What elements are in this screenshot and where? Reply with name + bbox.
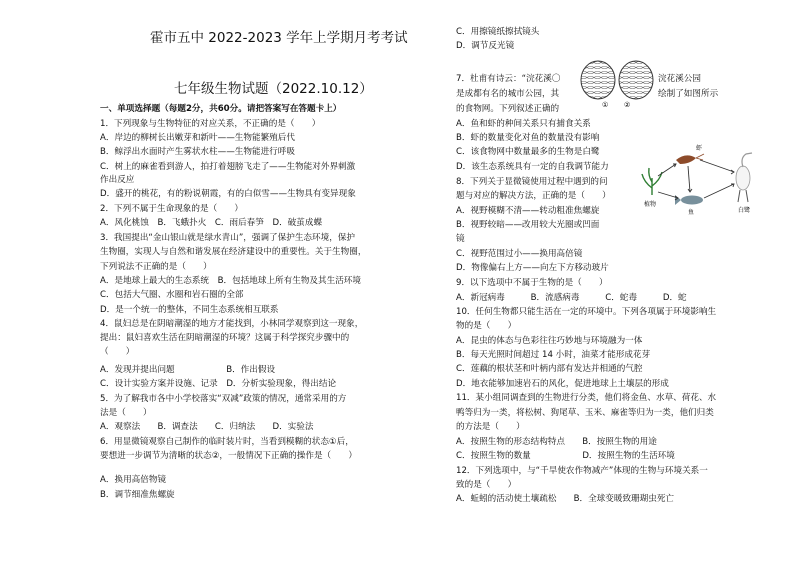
right-line-11: A．视野模糊不清——转动粗准焦螺旋 <box>456 206 600 216</box>
left-line-16: 提出：鼠妇喜欢生活在阴暗潮湿的环境？这属于科学探究步骤中的 <box>100 333 350 343</box>
exam-title: 霍市五中 2022-2023 学年上学期月考考试 <box>150 30 408 46</box>
left-line-10: 生物圈，实现人与自然和谐发展在经济建设中的重要性。关于生物圈， <box>100 247 367 257</box>
right-line-27: A．按照生物的形态结构特点 B．按照生物的用途 <box>456 437 657 447</box>
left-line-12: A．是地球上最大的生态系统 B．包括地球上所有生物及其生活环境 <box>100 276 361 286</box>
egret-icon <box>736 153 752 202</box>
q7-tail-1: 浣花溪公园 <box>658 74 701 84</box>
left-line-18: A．发现并提出问题 B．作出假设 <box>100 365 276 375</box>
left-line-11: 下列说法不正确的是（ ） <box>100 262 212 272</box>
left-line-17: （ ） <box>100 347 135 357</box>
right-line-2: 7．杜甫有诗云：“浣花溪〇 <box>456 74 561 84</box>
right-line-20: A．昆虫的体态与色彩往往巧妙地与环境融为一体 <box>456 336 643 346</box>
left-line-3: B．鲸浮出水面时产生雾状水柱——生物能进行呼吸 <box>100 147 295 157</box>
fish-icon <box>675 195 703 205</box>
right-line-19: 物的是（ ） <box>456 321 517 331</box>
right-line-22: C．莲藕的根状茎和叶柄内部有发达并相通的气腔 <box>456 364 643 374</box>
micro-view-clear <box>619 61 653 99</box>
right-line-14: C．视野范围过小——换用高倍镜 <box>456 249 583 259</box>
microscope-views-figure <box>580 60 655 108</box>
right-line-24: 11．某小组同调查到的生物进行分类，他们将金鱼、水草、荷花、水 <box>456 393 717 403</box>
right-line-31: A．蚯蚓的活动使土壤疏松 B．全球变暖致珊瑚虫死亡 <box>456 494 675 504</box>
right-line-7: C．该食物网中数量最多的生物是白鹭 <box>456 147 600 157</box>
left-line-5: 作出反应 <box>100 175 135 185</box>
left-line-9: 3．我国提出“金山银山就是绿水青山”，强调了保护生态环境，保护 <box>100 233 355 243</box>
micro-label-1: ① <box>602 101 609 108</box>
right-line-10: 题与对应的解决方法，正确的是（ ） <box>456 191 611 201</box>
right-line-3: 是成都有名的城市公园，其 <box>456 89 560 99</box>
left-line-22: A．观察法 B．调查法 C．归纳法 D．实验法 <box>100 422 314 432</box>
right-line-12: B．视野较暗——改用较大光圈或凹面 <box>456 220 600 230</box>
left-line-20: 5．为了解我市各中小学校落实“双减”政策的情况，通常采用的方 <box>100 394 347 404</box>
right-line-17: A．新冠病毒 B．流感病毒 C．蛇毒 D．蛇 <box>456 293 687 303</box>
right-line-26: 的方法是（ ） <box>456 422 525 432</box>
left-line-19: C．设计实验方案并设施、记录 D．分析实验现象，得出结论 <box>100 379 337 389</box>
micro-label-2: ② <box>624 101 631 108</box>
left-line-26: B．调节细准焦螺旋 <box>100 490 175 500</box>
left-line-4: C．树上的麻雀看到游人，拍打着翅膀飞走了——生物能对外界刺激 <box>100 162 356 172</box>
right-line-15: D．物像偏右上方——向左下方移动玻片 <box>456 263 609 273</box>
right-line-8: D．该生态系统具有一定的自我调节能力 <box>456 162 609 172</box>
left-line-15: 4．鼠妇总是在阴暗潮湿的地方才能找到，小林同学观察到这一现象， <box>100 319 364 329</box>
right-line-1: D．调节反光镜 <box>456 41 515 51</box>
left-line-6: D．盛开的桃花，有的粉说朝霞，有的白似雪——生物具有变异现象 <box>100 189 356 199</box>
label-plant: 植物 <box>644 201 657 208</box>
exam-subtitle: 七年级生物试题（2022.10.12） <box>174 81 373 97</box>
right-line-29: 12．下列选项中，与“千旱使农作物减产”体现的生物与环境关系一 <box>456 466 708 476</box>
right-line-5: A．鱼和虾的种间关系只有捕食关系 <box>456 119 591 129</box>
left-line-24: 要想进一步调节为清晰的状态②，一般情况下正确的操作是（ ） <box>100 451 357 461</box>
left-line-21: 法是（ ） <box>100 408 152 418</box>
q7-tail-2: 绘制了如图所示 <box>658 89 719 99</box>
left-line-1: 1．下列现象与生物特征的对应关系，不正确的是（ ） <box>100 119 321 129</box>
right-line-9: 8．下列关于显微镜使用过程中遇到的问 <box>456 177 608 187</box>
label-egret: 白鹭 <box>738 207 751 214</box>
section-heading: 一、单项选择题（每题2分，共60分。请把答案写在答题卡上） <box>100 104 342 114</box>
left-line-2: A．岸边的柳树长出嫩芽和新叶——生物能繁殖后代 <box>100 133 295 143</box>
right-line-28: C．按照生物的数量 D．按照生物的生活环境 <box>456 451 675 461</box>
left-line-25: A．换用高倍物镜 <box>100 475 167 485</box>
right-line-23: D．地衣能够加速岩石的风化，促进地球上土壤层的形成 <box>456 379 669 389</box>
right-line-13: 镜 <box>456 234 465 244</box>
right-line-18: 10．任何生物都只能生活在一定的环境中。下列各项属于环境影响生 <box>456 307 717 317</box>
shrimp-icon <box>676 154 704 164</box>
right-line-0: C．用擦镜纸擦拭镜头 <box>456 27 540 37</box>
label-fish: 鱼 <box>688 209 695 216</box>
right-line-25: 鸭等归为一类，将松树、狗尾草、玉米、麻雀等归为一类，他们归类 <box>456 408 714 418</box>
left-line-13: C．包括大气圈、水圈和岩石圈的全部 <box>100 290 244 300</box>
food-web-figure <box>640 140 765 220</box>
left-line-14: D．是一个统一的整体，不同生态系统相互联系 <box>100 305 279 315</box>
micro-view-blurry <box>581 61 615 99</box>
left-line-23: 6．用显微镜观察自己制作的临时装片时，当看到模糊的状态①后， <box>100 437 354 447</box>
right-line-4: 的食物网。下列叙述正确的 <box>456 104 560 114</box>
plant-icon <box>642 168 662 195</box>
label-shrimp: 虾 <box>696 145 703 152</box>
right-line-21: B．每天光照时间超过 14 小时，油菜才能形成花芽 <box>456 350 651 360</box>
right-line-6: B．虾的数量变化对鱼的数量没有影响 <box>456 133 600 143</box>
right-line-16: 9．以下选项中不属于生物的是（ ） <box>456 278 608 288</box>
left-line-7: 2．下列不属于生命现象的是（ ） <box>100 204 243 214</box>
right-line-30: 致的是（ ） <box>456 480 517 490</box>
left-line-8: A．风化桃蚀 B．飞蛾扑火 C．雨后春笋 D．破茧成蝶 <box>100 218 323 228</box>
